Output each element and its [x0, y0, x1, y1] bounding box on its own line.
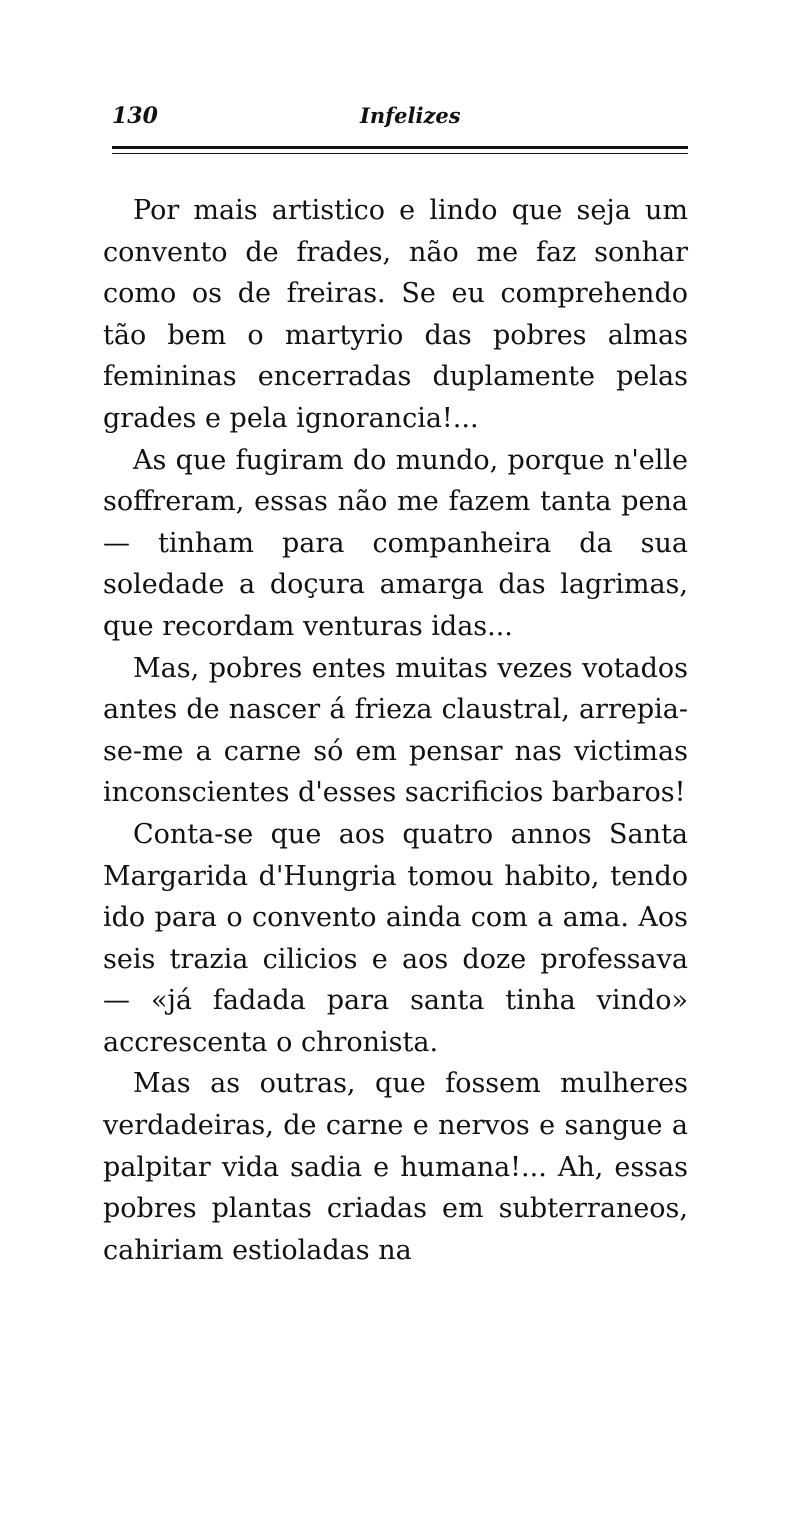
- running-title: Infelizes: [360, 103, 461, 128]
- paragraph-4: Conta-se que aos quatro annos Santa Margarida d'Hungria tomou habito, tendo ido para o convento ainda com a ama. Aos seis trazia cilicios e aos doze professava — «já fadada para santa tinha vindo» accrescenta o chronista.: [103, 818, 688, 1058]
- paragraph-2: As que fugiram do mundo, porque n'elle soffreram, essas não me fazem tanta pena — tinham para companheira da sua soledade a doçura amarga das lagrimas, que recordam venturas idas...: [103, 444, 688, 642]
- header-rule-thick: [112, 146, 688, 149]
- paragraph-1: Por mais artistico e lindo que seja um convento de frades, não me faz sonhar como os de freiras. Se eu comprehendo tão bem o martyrio das pobres almas femininas encerradas duplamente pelas grades e pela ignorancia!...: [103, 195, 688, 434]
- running-head: [112, 102, 688, 138]
- paragraph-5: Mas as outras, que fossem mulheres verdadeiras, de carne e nervos e sangue a palpitar vida sadia e humana!... Ah, essas pobres plantas criadas em subterraneos, cahiriam estioladas na: [103, 1068, 688, 1266]
- body-text: [103, 190, 688, 1271]
- header-rule-thin: [112, 153, 688, 154]
- page-number: 130: [112, 103, 158, 129]
- paragraph-3: Mas, pobres entes muitas vezes votados antes de nascer á frieza claustral, arrepia-se-me a carne só em pensar nas victimas inconscientes d'esses sacrificios barbaros!: [103, 652, 688, 809]
